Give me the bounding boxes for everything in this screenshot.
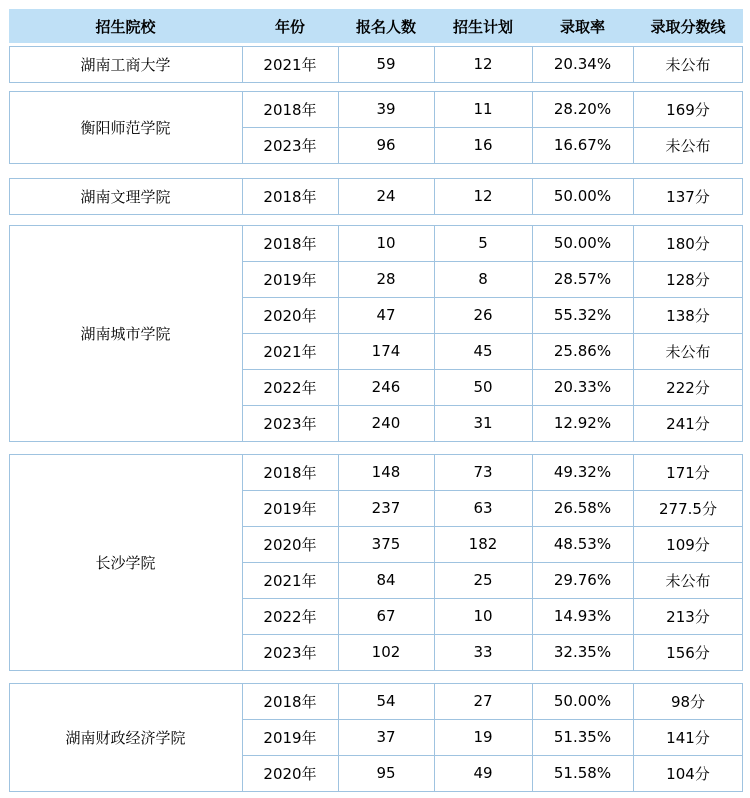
- table-cell-plan: 33: [473, 643, 493, 661]
- header-applicants: 报名人数: [355, 17, 416, 36]
- table-cell-year: 2022年: [263, 378, 317, 397]
- table-cell-rate: 28.57%: [553, 270, 612, 288]
- table-cell-year: 2018年: [263, 100, 317, 119]
- table-cell-plan: 63: [473, 499, 493, 517]
- table-cell-rate: 51.58%: [553, 764, 612, 782]
- table-cell-applicants: 102: [371, 643, 401, 661]
- table-cell-score: 241分: [666, 414, 710, 433]
- table-cell-rate: 14.93%: [553, 607, 612, 625]
- school-name: 湖南城市学院: [80, 324, 171, 343]
- header-school: 招生院校: [95, 17, 156, 36]
- table-cell-plan: 49: [473, 764, 493, 782]
- table-cell-score: 277.5分: [659, 499, 717, 518]
- table-cell-plan: 50: [473, 378, 493, 396]
- table-cell-score: 未公布: [665, 136, 711, 155]
- table-cell-year: 2021年: [263, 571, 317, 590]
- table-cell-score: 171分: [666, 463, 710, 482]
- table-cell-applicants: 67: [376, 607, 396, 625]
- table-cell-applicants: 375: [371, 535, 401, 553]
- table-cell-year: 2023年: [263, 136, 317, 155]
- table-cell-rate: 25.86%: [553, 342, 612, 360]
- table-cell-applicants: 59: [376, 55, 396, 73]
- table-cell-year: 2022年: [263, 607, 317, 626]
- table-cell-year: 2019年: [263, 499, 317, 518]
- table-cell-rate: 28.20%: [553, 100, 612, 118]
- table-cell-applicants: 28: [376, 270, 396, 288]
- table-cell-year: 2018年: [263, 234, 317, 253]
- table-cell-applicants: 37: [376, 728, 396, 746]
- table-cell-applicants: 246: [371, 378, 401, 396]
- table-cell-rate: 49.32%: [553, 463, 612, 481]
- table-cell-rate: 32.35%: [553, 643, 612, 661]
- table-cell-rate: 12.92%: [553, 414, 612, 432]
- school-name: 湖南文理学院: [80, 187, 171, 206]
- table-cell-year: 2019年: [263, 270, 317, 289]
- table-cell-plan: 31: [473, 414, 493, 432]
- table-cell-applicants: 24: [376, 187, 396, 205]
- table-cell-year: 2020年: [263, 764, 317, 783]
- table-cell-applicants: 95: [376, 764, 396, 782]
- table-cell-year: 2019年: [263, 728, 317, 747]
- table-cell-score: 未公布: [665, 571, 711, 590]
- table-cell-rate: 50.00%: [553, 234, 612, 252]
- table-cell-score: 128分: [666, 270, 710, 289]
- table-cell-plan: 12: [473, 55, 493, 73]
- table-cell-score: 169分: [666, 100, 710, 119]
- table-cell-plan: 25: [473, 571, 493, 589]
- table-cell-rate: 55.32%: [553, 306, 612, 324]
- table-cell-rate: 20.34%: [553, 55, 612, 73]
- table-cell-rate: 16.67%: [553, 136, 612, 154]
- table-cell-plan: 45: [473, 342, 493, 360]
- table-cell-year: 2018年: [263, 463, 317, 482]
- table-cell-rate: 29.76%: [553, 571, 612, 589]
- table-cell-rate: 50.00%: [553, 187, 612, 205]
- table-cell-applicants: 237: [371, 499, 401, 517]
- table-cell-plan: 8: [478, 270, 488, 288]
- table-cell-score: 213分: [666, 607, 710, 626]
- table-cell-applicants: 96: [376, 136, 396, 154]
- table-cell-score: 222分: [666, 378, 710, 397]
- table-cell-year: 2021年: [263, 342, 317, 361]
- table-cell-rate: 50.00%: [553, 692, 612, 710]
- table-cell-plan: 19: [473, 728, 493, 746]
- table-cell-year: 2020年: [263, 535, 317, 554]
- header-rate: 录取率: [559, 17, 605, 36]
- table-cell-applicants: 84: [376, 571, 396, 589]
- table-cell-plan: 10: [473, 607, 493, 625]
- table-cell-applicants: 148: [371, 463, 401, 481]
- table-cell-score: 156分: [666, 643, 710, 662]
- school-name: 湖南财政经济学院: [65, 728, 186, 747]
- table-cell-rate: 26.58%: [553, 499, 612, 517]
- table-cell-year: 2023年: [263, 414, 317, 433]
- table-cell-applicants: 54: [376, 692, 396, 710]
- header-year: 年份: [274, 17, 305, 36]
- table-cell-plan: 5: [478, 234, 488, 252]
- table-cell-applicants: 174: [371, 342, 401, 360]
- table-cell-plan: 27: [473, 692, 493, 710]
- table-cell-score: 109分: [666, 535, 710, 554]
- table-cell-year: 2023年: [263, 643, 317, 662]
- table-cell-plan: 73: [473, 463, 493, 481]
- table-cell-plan: 182: [468, 535, 498, 553]
- table-cell-applicants: 240: [371, 414, 401, 432]
- table-cell-year: 2018年: [263, 187, 317, 206]
- table-cell-plan: 26: [473, 306, 493, 324]
- table-cell-rate: 51.35%: [553, 728, 612, 746]
- table-cell-score: 138分: [666, 306, 710, 325]
- school-name: 衡阳师范学院: [80, 118, 171, 137]
- table-cell-applicants: 10: [376, 234, 396, 252]
- table-cell-year: 2021年: [263, 55, 317, 74]
- table-cell-year: 2020年: [263, 306, 317, 325]
- table-cell-score: 98分: [670, 692, 706, 711]
- table-cell-rate: 20.33%: [553, 378, 612, 396]
- table-cell-score: 141分: [666, 728, 710, 747]
- table-cell-plan: 12: [473, 187, 493, 205]
- table-cell-plan: 11: [473, 100, 493, 118]
- header-score: 录取分数线: [650, 17, 726, 36]
- table-cell-score: 137分: [666, 187, 710, 206]
- table-cell-year: 2018年: [263, 692, 317, 711]
- table-cell-score: 180分: [666, 234, 710, 253]
- table-cell-applicants: 39: [376, 100, 396, 118]
- school-name: 长沙学院: [95, 553, 156, 572]
- table-cell-score: 未公布: [665, 342, 711, 361]
- table-cell-applicants: 47: [376, 306, 396, 324]
- table-cell-score: 104分: [666, 764, 710, 783]
- header-plan: 招生计划: [452, 17, 513, 36]
- table-cell-rate: 48.53%: [553, 535, 612, 553]
- table-cell-plan: 16: [473, 136, 493, 154]
- table-cell-score: 未公布: [665, 55, 711, 74]
- school-name: 湖南工商大学: [80, 55, 171, 74]
